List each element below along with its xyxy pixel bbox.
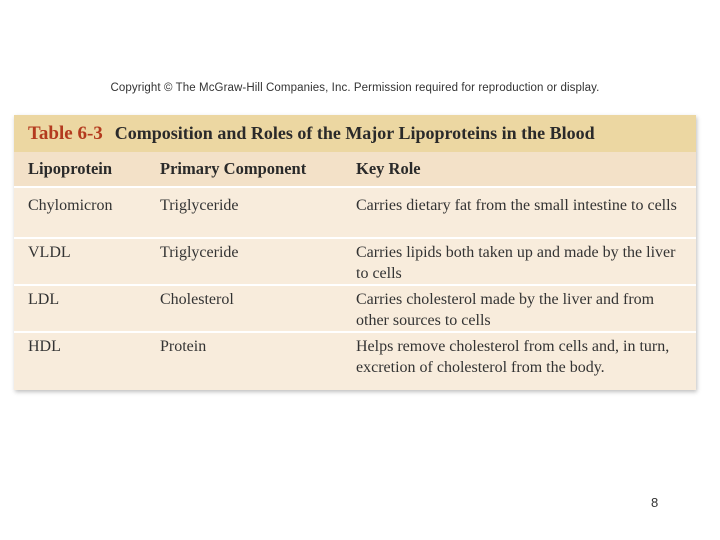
table-row	[14, 286, 696, 333]
cell-primary-component: Protein	[160, 338, 207, 355]
page-number: 8	[651, 495, 659, 510]
table-title: Composition and Roles of the Major Lipoproteins in the Blood	[114, 123, 595, 143]
cell-key-role: Carries cholesterol made by the liver and from other sources to cells	[356, 291, 655, 329]
table-number: Table 6-3	[28, 122, 103, 144]
table-header-row	[14, 152, 696, 188]
cell-lipoprotein: LDL	[28, 291, 60, 308]
cell-key-role: Helps remove cholesterol from cells and, in turn, excretion of cholesterol from the body.	[356, 338, 670, 376]
cell-primary-component: Triglyceride	[160, 197, 239, 214]
cell-lipoprotein: HDL	[28, 338, 61, 355]
table-row	[14, 333, 696, 380]
table-body	[14, 188, 696, 380]
table-title-bar	[14, 115, 696, 152]
header-key-role: Key Role	[356, 159, 421, 178]
cell-key-role: Carries dietary fat from the small intestine to cells	[356, 197, 677, 214]
cell-primary-component: Cholesterol	[160, 291, 234, 308]
header-primary-component: Primary Component	[160, 159, 307, 178]
cell-key-role: Carries lipids both taken up and made by the liver to cells	[356, 244, 676, 282]
lipoprotein-table	[14, 115, 696, 390]
header-lipoprotein: Lipoprotein	[28, 159, 113, 178]
cell-lipoprotein: Chylomicron	[28, 197, 113, 214]
table-row	[14, 192, 696, 239]
table-row	[14, 239, 696, 286]
copyright-notice: Copyright © The McGraw-Hill Companies, Inc. Permission required for reproduction or display.	[110, 82, 600, 94]
cell-primary-component: Triglyceride	[160, 244, 239, 261]
cell-lipoprotein: VLDL	[28, 244, 71, 261]
